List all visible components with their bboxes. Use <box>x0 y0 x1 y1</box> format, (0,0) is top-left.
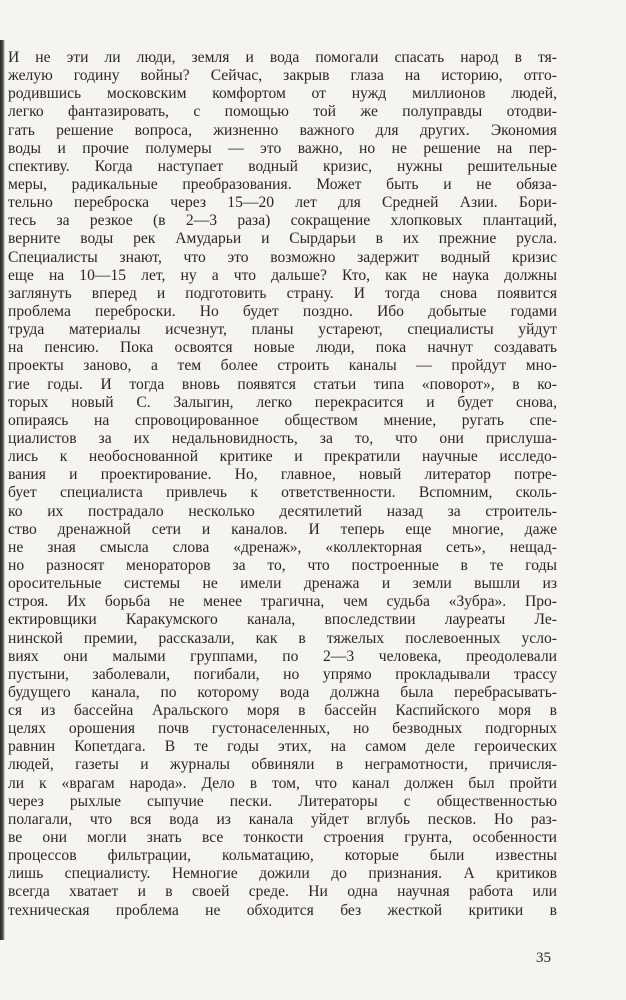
text-line: на пенсию. Пока освоятся новые люди, пока начнут создавать <box>8 339 557 357</box>
text-line: нинской премии, рассказали, как в тяжелых послевоенных усло- <box>8 629 557 647</box>
text-line: не зная смысла слова «дренаж», «коллекторная сеть», нещад- <box>8 538 557 556</box>
text-line: торых новый С. Залыгин, легко перекрасится и будет снова, <box>8 393 557 411</box>
text-line: родившись московским комфортом от нужд миллионов людей, <box>8 85 557 103</box>
page-body-text <box>8 49 557 920</box>
text-line: оросительные системы не имели дренажа и земли вышли из <box>8 575 557 593</box>
text-line: будущего канала, по которому вода должна была перебрасывать- <box>8 683 557 701</box>
text-line: пустыни, заболевали, погибали, но упрямо прокладывали трассу <box>8 665 557 683</box>
text-line: верните воды рек Амударьи и Сырдарьи в их прежние русла. <box>8 230 557 248</box>
text-line: людей, газеты и журналы обвиняли в неграмотности, причисля- <box>8 756 557 774</box>
text-line: но разносят менораторов за то, что построенные в те годы <box>8 556 557 574</box>
text-line: еще на 10—15 лет, ну а что дальше? Кто, как не наука должны <box>8 266 557 284</box>
text-line: целях орошения почв густонаселенных, но безводных подгорных <box>8 720 557 738</box>
text-line: проекты заново, а тем более строить каналы — пройдут мно- <box>8 357 557 375</box>
text-line: легко фантазировать, с помощью той же полуправды отодви- <box>8 103 557 121</box>
text-line: вания и проектирование. Но, главное, новый литератор потре- <box>8 466 557 484</box>
text-line: ве они могли знать все тонкости строения грунта, особенности <box>8 829 557 847</box>
text-line: полагали, что вся вода из канала уйдет вглубь песков. Но раз- <box>8 810 557 828</box>
text-line: строя. Их борьба не менее трагична, чем судьба «Зубра». Про- <box>8 593 557 611</box>
text-line: заглянуть вперед и подготовить страну. И тогда снова появится <box>8 284 557 302</box>
text-line: проблема переброски. Но будет поздно. Ибо добытые годами <box>8 302 557 320</box>
text-line: техническая проблема не обходится без жесткой критики в <box>8 901 557 919</box>
text-line: ли к «врагам народа». Дело в том, что канал должен был пройти <box>8 774 557 792</box>
text-line: лишь специалисту. Немногие дожили до признания. А критиков <box>8 865 557 883</box>
scan-binding-edge <box>0 40 5 940</box>
text-line: меры, радикальные преобразования. Может быть и не обяза- <box>8 175 557 193</box>
text-line: гие годы. И тогда вновь появятся статьи типа «поворот», в ко- <box>8 375 557 393</box>
text-line: всегда хватает и в своей среде. Ни одна научная работа или <box>8 883 557 901</box>
text-line: ся из бассейна Аральского моря в бассейн Каспийского моря в <box>8 702 557 720</box>
text-line: лись к необоснованной критике и прекратили научные исследо- <box>8 448 557 466</box>
text-line: воды и прочие полумеры — это важно, но не решение на пер- <box>8 139 557 157</box>
text-line: И не эти ли люди, земля и вода помогали спасать народ в тя- <box>8 49 557 66</box>
text-line: циалистов за их недальновидность, за то, что они прислуша- <box>8 429 557 447</box>
text-line: ектировщики Каракумского канала, впоследствии лауреаты Ле- <box>8 611 557 629</box>
text-line: бует специалиста привлечь к ответственности. Вспомним, сколь- <box>8 484 557 502</box>
text-line: через рыхлые сыпучие пески. Литераторы с общественностью <box>8 792 557 810</box>
text-line: процессов фильтрации, кольматацию, которые были известны <box>8 847 557 865</box>
text-line: ко их пострадало несколько десятилетий назад за строитель- <box>8 502 557 520</box>
text-line: ство дренажной сети и каналов. И теперь еще многие, даже <box>8 520 557 538</box>
text-line: труда материалы исчезнут, планы устареют, специалисты уйдут <box>8 321 557 339</box>
text-line: гать решение вопроса, жизненно важного для других. Экономия <box>8 121 557 139</box>
text-line: тесь за резкое (в 2—3 раза) сокращение хлопковых плантаций, <box>8 212 557 230</box>
page-number: 35 <box>536 950 551 966</box>
text-line: опираясь на спровоцированное обществом мнение, ругать спе- <box>8 411 557 429</box>
text-line: равнин Копетдага. В те годы этих, на самом деле героических <box>8 738 557 756</box>
text-line: спективу. Когда наступает водный кризис, нужны решительные <box>8 157 557 175</box>
text-line: виях они малыми группами, по 2—3 человека, преодолевали <box>8 647 557 665</box>
text-line: тельно переброска через 15—20 лет для Средней Азии. Бори- <box>8 194 557 212</box>
text-line: Специалисты знают, что это возможно задержит водный кризис <box>8 248 557 266</box>
text-line: желую годину войны? Сейчас, закрыв глаза на историю, отго- <box>8 67 557 85</box>
